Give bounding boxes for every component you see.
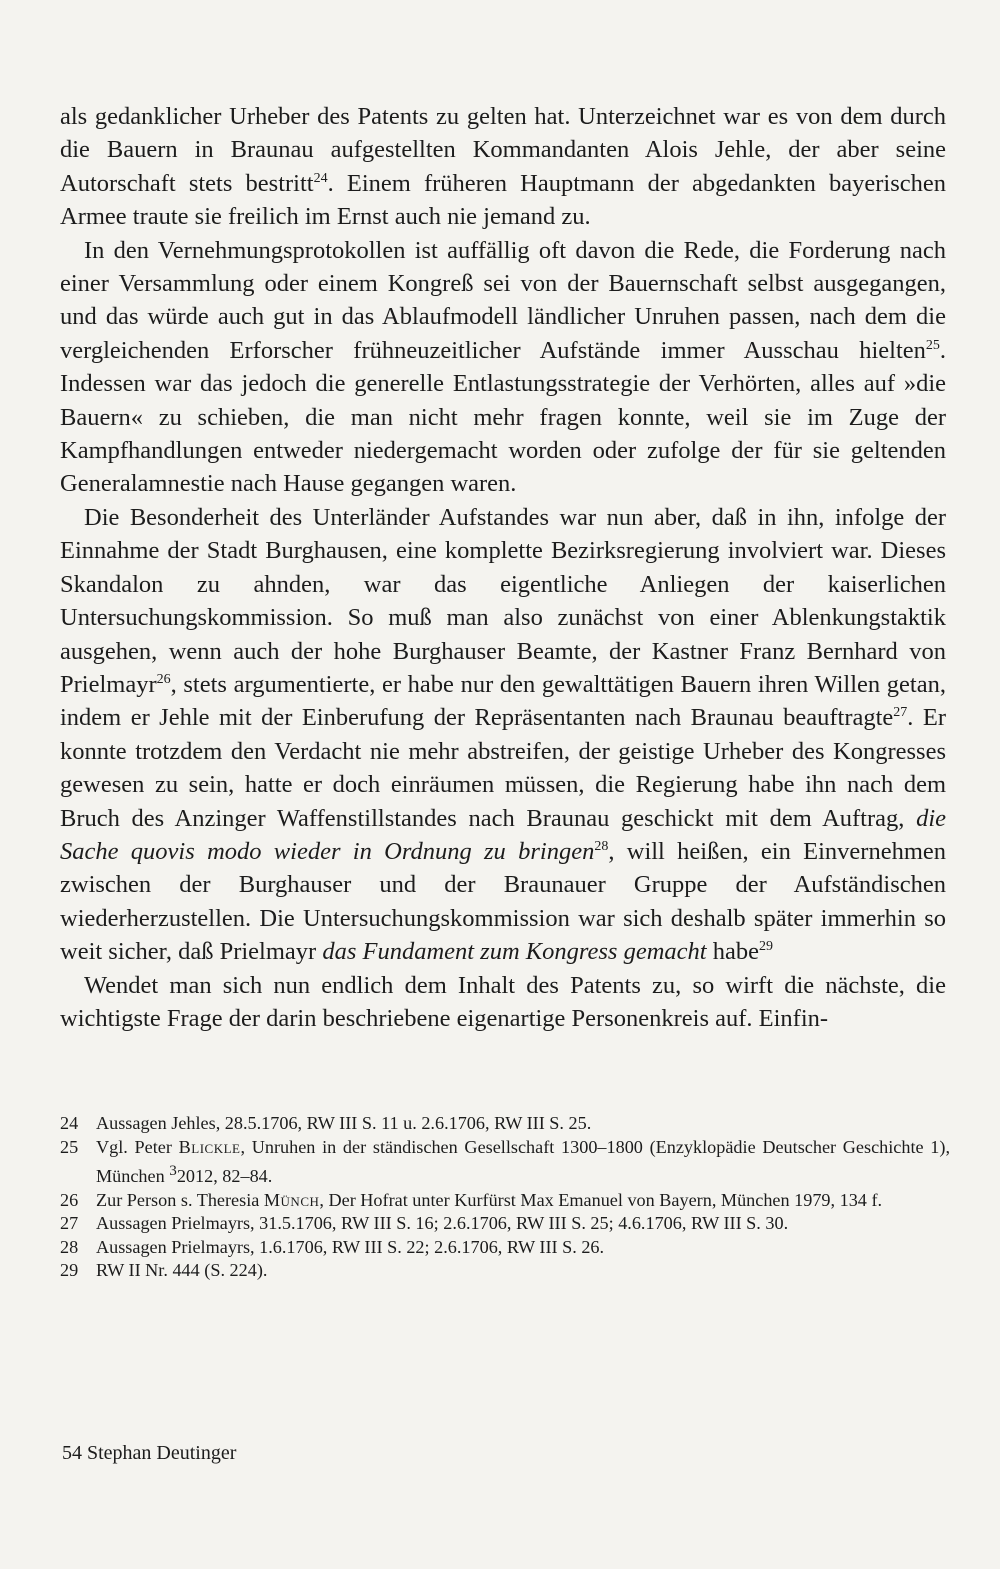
footnote-number: 28 <box>60 1236 79 1257</box>
footnote <box>60 1259 950 1283</box>
paragraph <box>60 501 946 969</box>
text-run: , will heißen, ein Einvernehmen zwischen der Burghauser und der Braunauer Gruppe der Aufständischen wiederherzustellen. Die Untersuchungskommission war sich deshalb später immerhin so weit sicher, daß Prielmayr <box>60 837 946 966</box>
author-name: Stephan Deutinger <box>87 1442 237 1464</box>
footnotes <box>60 1112 950 1283</box>
text-run: Aussagen Prielmayrs, 31.5.1706, RW III S. 16; 2.6.1706, RW III S. 25; 4.6.1706, RW III S. 30. <box>96 1213 789 1234</box>
footnote-number: 25 <box>60 1136 79 1157</box>
text-run: Wendet man sich nun endlich dem Inhalt des Patents zu, so wirft die nächste, die wichtigste Frage der darin beschriebene eigenartige Personenkreis auf. Einfin- <box>60 971 946 1032</box>
footnote <box>60 1112 950 1136</box>
footnote-ref: 28 <box>594 838 609 854</box>
footnote-ref: 29 <box>758 939 773 954</box>
text-run: . Einem früheren Hauptmann der abgedankten bayerischen Armee traute sie freilich im Ernst auch nie jemand zu. <box>60 169 946 231</box>
paragraph <box>60 969 946 1036</box>
text-run: . Er konnte trotzdem den Verdacht nie mehr abstreifen, der geistige Urheber des Kongresses gewesen zu sein, hatte er doch einräumen müssen, die Regierung habe ihn nach dem Bruch des Anzinger Waffenstillstandes nach Braunau geschickt mit dem Auftrag, <box>60 704 946 832</box>
text-run: Die Besonderheit des Unterländer Aufstandes war nun aber, daß in ihn, infolge der Einnahme der Stadt Burghausen, eine komplette Bezirksregierung involviert war. Dieses Skandalon zu ahnden, war das eigentliche Anliegen der kaiserlichen Untersuchungskommission. So muß man also zunächst von einer Ablenkungstaktik ausgehen, wenn auch der hohe Burghauser Beamte, der Kastner Franz Bernhard von Prielmayr <box>60 503 946 698</box>
footnote-number: 24 <box>60 1113 79 1133</box>
footnote-ref: 27 <box>893 705 908 721</box>
author-surname: Blickle <box>178 1136 241 1157</box>
text-run: . Indessen war das jedoch die generelle Entlastungsstrategie der Verhörten, alles auf »die Bauern« zu schieben, die man nicht mehr fragen konnte, weil sie im Zuge der Kampfhandlungen entweder niedergemacht worden oder zufolge der für sie geltenden Generalamnestie nach Hause gegangen waren. <box>60 336 946 498</box>
main-text <box>60 100 946 1035</box>
text-run: RW II Nr. 444 (S. 224). <box>96 1260 268 1281</box>
footnote-ref: 3 <box>169 1162 177 1179</box>
footnote-number: 29 <box>60 1260 79 1281</box>
page-number: 54 <box>62 1442 82 1464</box>
footnote-number: 26 <box>60 1189 79 1210</box>
text-run: , Unruhen in der ständischen Gesellschaft 1300–1800 (Enzyklopädie Deutscher Geschichte 1), München <box>96 1136 950 1187</box>
text-run: In den Vernehmungsprotokollen ist auffällig oft davon die Rede, die Forderung nach einer Versammlung oder einem Kongreß sei von der Bauernschaft selbst ausgegangen, und das würde auch gut in das Ablaufmodell ländlicher Unruhen passen, nach dem die vergleichenden Erforscher frühneuzeitlicher Aufstände immer Ausschau hielten <box>60 236 946 364</box>
footnote <box>60 1189 950 1213</box>
footnote <box>60 1212 950 1236</box>
paragraph <box>60 234 946 501</box>
text-run: , Der Hofrat unter Kurfürst Max Emanuel von Bayern, München 1979, 134 f. <box>319 1189 883 1210</box>
footnote-ref: 26 <box>156 671 171 687</box>
footnote <box>60 1136 950 1189</box>
italic-text: die Sache quovis modo wieder in Ordnung zu bringen <box>60 804 946 865</box>
paragraph <box>60 100 946 234</box>
text-run: als gedanklicher Urheber des Patents zu gelten hat. Unterzeichnet war es von dem durch die Bauern in Braunau aufgestellten Kommandanten Alois Jehle, der aber seine Autorschaft stets bestritt <box>60 103 946 197</box>
text-run: , stets argumentierte, er habe nur den gewalttätigen Bauern ihren Willen getan, indem er Jehle mit der Einberufung der Repräsentanten nach Braunau beauftragte <box>60 670 946 732</box>
text-run: habe <box>706 938 759 966</box>
text-run: Zur Person s. Theresia <box>96 1189 264 1210</box>
footnote-ref: 24 <box>313 170 328 186</box>
text-run: Aussagen Prielmayrs, 1.6.1706, RW III S. 22; 2.6.1706, RW III S. 26. <box>96 1236 605 1257</box>
text-run: Vgl. Peter <box>96 1136 179 1157</box>
footnote <box>60 1236 950 1260</box>
italic-text: das Fundament zum Kongress gemacht <box>322 938 707 966</box>
text-run: 2012, 82–84. <box>176 1166 273 1187</box>
footnote-ref: 25 <box>925 337 940 353</box>
author-surname: Münch <box>263 1189 320 1210</box>
running-footer <box>62 1442 236 1465</box>
footnote-number: 27 <box>60 1213 79 1234</box>
text-run: Aussagen Jehles, 28.5.1706, RW III S. 11 u. 2.6.1706, RW III S. 25. <box>96 1113 592 1133</box>
